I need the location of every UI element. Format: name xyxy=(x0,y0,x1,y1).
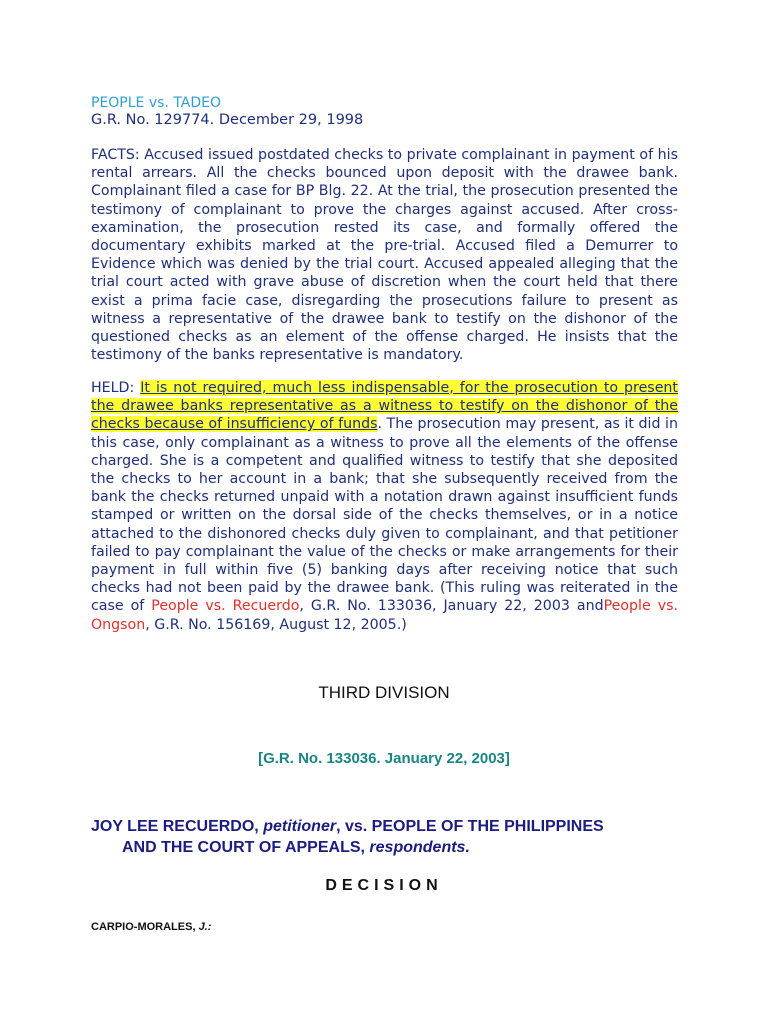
case-title: PEOPLE vs. TADEO xyxy=(91,95,222,111)
citation-link-ongson[interactable]: People vs. Ongson xyxy=(91,598,678,633)
petitioner-role: petitioner xyxy=(263,818,337,835)
held-mid: , G.R. No. 133036, January 22, 2003 and xyxy=(299,598,604,615)
held-paragraph xyxy=(91,379,678,634)
ponente-name: CARPIO-MORALES, xyxy=(91,921,199,933)
case-citation: G.R. No. 129774. December 29, 1998 xyxy=(91,112,364,128)
decision-heading: DECISION xyxy=(325,877,443,894)
petitioner-name: JOY LEE RECUERDO, xyxy=(91,818,264,835)
ponente-suffix: J.: xyxy=(198,921,212,933)
gr-number-heading: [G.R. No. 133036. January 22, 2003] xyxy=(258,750,510,767)
facts-paragraph: FACTS: Accused issued postdated checks to private complainant in payment of his rental arrears. All the checks bounced upon deposit with the drawee bank. Complainant filed a case for BP Blg. 22. At the trial, the prosecution presented the testimony of complainant to prove the charges against accused. After cross-examination, the prosecution rested its case, and formally offered the documentary exhibits marked at the pre-trial. Accused filed a Demurrer to Evidence which was denied by the trial court. Accused appealed alleging that the trial court acted with grave abuse of discretion when the court held that there exist a prima facie case, disregarding the prosecutions failure to present as witness a representative of the drawee bank to testify on the dishonor of the questioned checks as an element of the offense charged. He insists that the testimony of the banks representative is mandatory. xyxy=(91,147,678,364)
citation-link-recuerdo[interactable]: People vs. Recuerdo xyxy=(151,598,300,615)
division-heading: THIRD DIVISION xyxy=(318,683,450,702)
parties-heading xyxy=(91,816,678,858)
held-label: HELD: xyxy=(91,380,141,396)
ponente xyxy=(91,921,211,933)
held-body: . The prosecution may present, as it did in this case, only complainant as a witness to prove all the elements of the offense charged. She is a competent and qualified witness to testify that she deposited the checks to her account in a bank; that she subsequently received from the bank the checks returned unpaid with a notation drawn against insufficient funds stamped or written on the dorsal side of the checks themselves, or in a notice attached to the dishonored checks duly given to complainant, and that petitioner failed to pay complainant the value of the checks or make arrangements for their payment in full within five (5) banking days after receiving notice that such checks had not been paid by the drawee bank. (This ruling was reiterated in the case of xyxy=(91,416,678,615)
respondent-name: , vs. PEOPLE OF THE PHILIPPINES xyxy=(336,818,604,835)
respondent-name-cont: AND THE COURT OF APPEALS, xyxy=(122,839,370,856)
respondent-role: respondents. xyxy=(369,839,470,856)
held-end: , G.R. No. 156169, August 12, 2005.) xyxy=(145,616,407,633)
held-highlighted-ruling: It is not required, much less indispensable, for the prosecution to present the drawee banks representative as a witness to testify on the dishonor of the checks because of insufficiency of funds xyxy=(91,380,678,433)
